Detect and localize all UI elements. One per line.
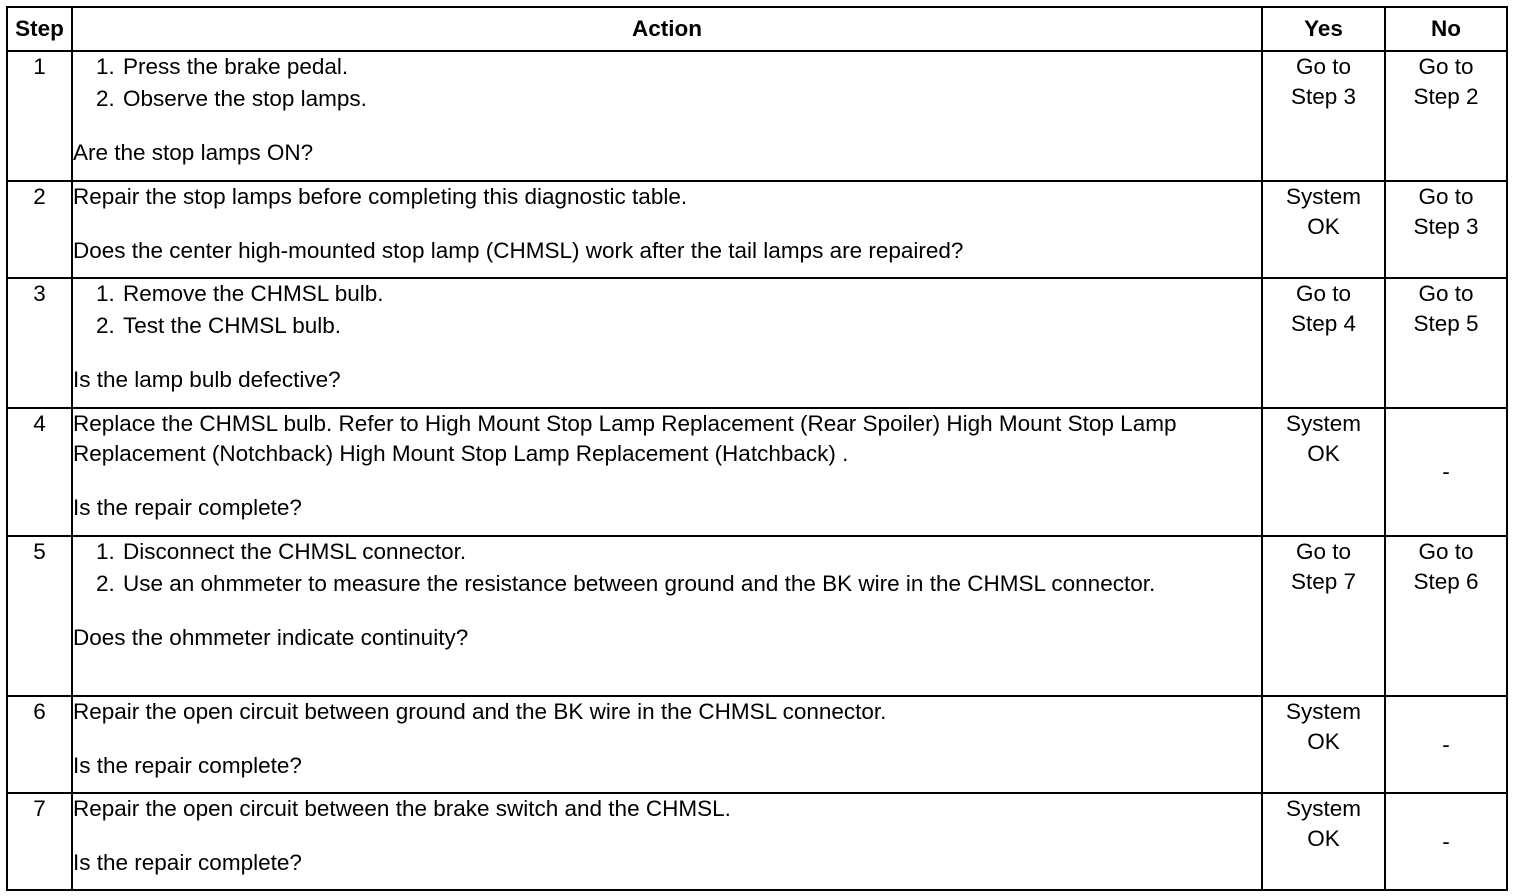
action-question: Is the repair complete? <box>73 753 302 778</box>
action-question: Are the stop lamps ON? <box>73 140 314 165</box>
action-text: Repair the stop lamps before completing this diagnostic table. <box>73 184 688 209</box>
instruction-list <box>73 537 1261 599</box>
header-step: Step <box>7 7 72 51</box>
yes-line: Go to <box>1295 539 1352 564</box>
no-line: Go to <box>1418 539 1474 564</box>
yes-line: Step 3 <box>1290 84 1357 109</box>
no-cell <box>1385 278 1507 408</box>
action-cell <box>72 696 1262 793</box>
action-cell <box>72 51 1262 181</box>
yes-line: OK <box>1307 826 1340 851</box>
list-item: 2. Test the CHMSL bulb. <box>121 311 1261 341</box>
action-cell <box>72 278 1262 408</box>
step-number: 2 <box>7 181 72 278</box>
no-cell <box>1385 536 1507 696</box>
list-item: 2. Use an ohmmeter to measure the resistance between ground and the BK wire in the CHMSL connector. <box>121 569 1261 599</box>
table-row <box>7 181 1507 278</box>
table-row <box>7 696 1507 793</box>
header-row <box>7 7 1507 51</box>
no-line: Go to <box>1418 281 1474 306</box>
no-line: Step 2 <box>1413 84 1479 109</box>
no-line: - <box>1442 459 1450 484</box>
yes-line: OK <box>1307 729 1340 754</box>
step-number: 3 <box>7 278 72 408</box>
step-number: 1 <box>7 51 72 181</box>
no-line: Step 6 <box>1413 569 1479 594</box>
yes-cell <box>1262 408 1385 536</box>
no-cell <box>1385 408 1507 536</box>
yes-line: Go to <box>1295 281 1352 306</box>
yes-cell <box>1262 51 1385 181</box>
table-row <box>7 793 1507 890</box>
table-row <box>7 408 1507 536</box>
yes-line: System <box>1285 796 1361 821</box>
instruction-list <box>73 52 1261 114</box>
action-question: Is the repair complete? <box>73 850 302 875</box>
step-number: 6 <box>7 696 72 793</box>
action-question: Does the ohmmeter indicate continuity? <box>73 625 469 650</box>
action-cell <box>72 793 1262 890</box>
list-item: 1. Disconnect the CHMSL connector. <box>121 537 1261 567</box>
no-line: - <box>1442 828 1450 854</box>
yes-line: System <box>1285 411 1361 436</box>
no-cell <box>1385 181 1507 278</box>
action-cell <box>72 536 1262 696</box>
table-row <box>7 536 1507 696</box>
no-line: Go to <box>1418 54 1474 79</box>
yes-cell <box>1262 536 1385 696</box>
yes-cell <box>1262 278 1385 408</box>
action-cell <box>72 408 1262 536</box>
no-line: Go to <box>1418 184 1474 209</box>
no-line: - <box>1442 731 1450 757</box>
header-no: No <box>1385 7 1507 51</box>
yes-line: Step 4 <box>1290 311 1357 336</box>
action-question: Is the repair complete? <box>73 495 302 520</box>
yes-cell <box>1262 793 1385 890</box>
yes-cell <box>1262 696 1385 793</box>
diagnostic-table <box>6 6 1508 891</box>
yes-line: Step 7 <box>1290 569 1357 594</box>
table-row <box>7 278 1507 408</box>
instruction-list <box>73 279 1261 341</box>
list-item: 1. Remove the CHMSL bulb. <box>121 279 1261 309</box>
step-number: 4 <box>7 408 72 536</box>
no-cell <box>1385 696 1507 793</box>
yes-line: OK <box>1307 214 1340 239</box>
action-text: Replace the CHMSL bulb. Refer to High Mount Stop Lamp Replacement (Rear Spoiler) High Mount Stop Lamp Replacement (Notchback) High Mount Stop Lamp Replacement (Hatchback) . <box>73 411 1177 466</box>
no-cell <box>1385 51 1507 181</box>
action-question: Is the lamp bulb defective? <box>73 367 341 392</box>
action-cell <box>72 181 1262 278</box>
list-item: 1. Press the brake pedal. <box>121 52 1261 82</box>
yes-line: System <box>1285 184 1361 209</box>
header-action: Action <box>72 7 1262 51</box>
action-question: Does the center high-mounted stop lamp (CHMSL) work after the tail lamps are repaired? <box>73 238 964 263</box>
step-number: 7 <box>7 793 72 890</box>
yes-line: OK <box>1307 441 1340 466</box>
step-number: 5 <box>7 536 72 696</box>
no-line: Step 3 <box>1413 214 1479 239</box>
action-text: Repair the open circuit between the brake switch and the CHMSL. <box>73 796 731 821</box>
yes-line: System <box>1285 699 1361 724</box>
yes-line: Go to <box>1295 54 1352 79</box>
list-item: 2. Observe the stop lamps. <box>121 84 1261 114</box>
action-text: Repair the open circuit between ground and the BK wire in the CHMSL connector. <box>73 699 887 724</box>
yes-cell <box>1262 181 1385 278</box>
table-row <box>7 51 1507 181</box>
no-cell <box>1385 793 1507 890</box>
no-line: Step 5 <box>1413 311 1479 336</box>
header-yes: Yes <box>1262 7 1385 51</box>
